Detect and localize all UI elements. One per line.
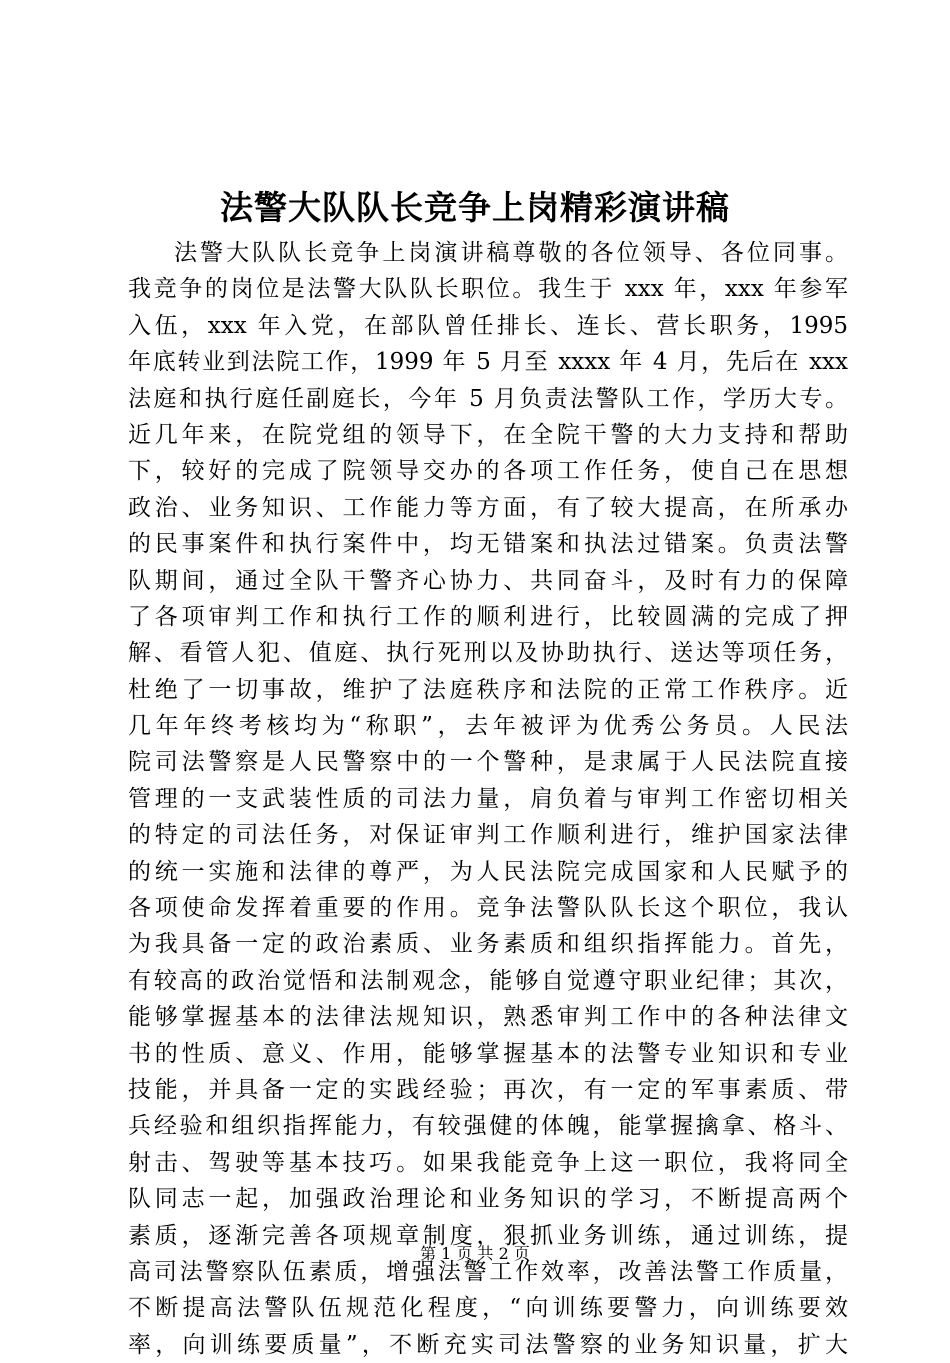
body-line: 的特定的司法任务，对保证审判工作顺利进行，维护国家法律 [128, 822, 848, 849]
body-line: 射击、驾驶等基本技巧。如果我能竞争上这一职位，我将同全 [128, 1149, 848, 1176]
body-line: 年底转业到法院工作，1999 年 5 月至 xxxx 年 4 月，先后在 xxx [128, 349, 848, 376]
body-line: 书的性质、意义、作用，能够掌握基本的法警专业知识和专业 [128, 1040, 848, 1067]
body-line: 入伍，xxx 年入党，在部队曾任排长、连长、营长职务，1995 [128, 312, 848, 339]
body-line: 的统一实施和法律的尊严，为人民法院完成国家和人民赋予的 [128, 858, 848, 885]
body-line: 管理的一支武装性质的司法力量，肩负着与审判工作密切相关 [128, 785, 848, 812]
body-line: 为我具备一定的政治素质、业务素质和组织指挥能力。首先， [128, 931, 848, 958]
body-line: 下，较好的完成了院领导交办的各项工作任务，使自己在思想 [128, 458, 848, 485]
body-line: 的民事案件和执行案件中，均无错案和执法过错案。负责法警 [128, 531, 848, 558]
body-line: 了各项审判工作和执行工作的顺利进行，比较圆满的完成了押 [128, 603, 848, 630]
body-line: 院司法警察是人民警察中的一个警种，是隶属于人民法院直接 [128, 749, 848, 776]
body-line: 高司法警察队伍素质，增强法警工作效率，改善法警工作质量， [128, 1258, 848, 1285]
body-line: 率，向训练要质量”，不断充实司法警察的业务知识量，扩大 [128, 1331, 848, 1358]
body-line: 素质，逐渐完善各项规章制度，狠抓业务训练，通过训练，提 [128, 1222, 848, 1249]
document-body [128, 235, 848, 1363]
body-line: 不断提高法警队伍规范化程度，“向训练要警力，向训练要效 [128, 1295, 848, 1322]
body-line: 政治、业务知识、工作能力等方面，有了较大提高，在所承办 [128, 494, 848, 521]
body-line: 技能，并具备一定的实践经验；再次，有一定的军事素质、带 [128, 1076, 848, 1103]
body-line: 队同志一起，加强政治理论和业务知识的学习，不断提高两个 [128, 1186, 848, 1213]
page-footer [0, 1243, 950, 1265]
body-line: 近几年来，在院党组的领导下，在全院干警的大力支持和帮助 [128, 421, 848, 448]
body-line: 解、看管人犯、值庭、执行死刑以及协助执行、送达等项任务， [128, 640, 848, 667]
body-line: 队期间，通过全队干警齐心协力、共同奋斗，及时有力的保障 [128, 567, 848, 594]
body-line: 杜绝了一切事故，维护了法庭秩序和法院的正常工作秩序。近 [128, 676, 848, 703]
body-line: 各项使命发挥着重要的作用。竞争法警队队长这个职位，我认 [128, 895, 848, 922]
document-title: 法警大队队长竞争上岗精彩演讲稿 [220, 188, 730, 227]
body-line: 能够掌握基本的法律法规知识，熟悉审判工作中的各种法律文 [128, 1004, 848, 1031]
body-line: 我竞争的岗位是法警大队队长职位。我生于 xxx 年，xxx 年参军 [128, 276, 848, 303]
body-line: 几年年终考核均为“称职”，去年被评为优秀公务员。人民法 [128, 713, 848, 740]
page-indicator: 第 1 页 共 2 页 [420, 1244, 530, 1263]
body-line: 有较高的政治觉悟和法制观念，能够自觉遵守职业纪律；其次， [128, 967, 848, 994]
body-line: 法庭和执行庭任副庭长，今年 5 月负责法警队工作，学历大专。 [128, 385, 848, 412]
body-line: 法警大队队长竞争上岗演讲稿尊敬的各位领导、各位同事。 [174, 240, 848, 266]
body-line: 兵经验和组织指挥能力，有较强健的体魄，能掌握擒拿、格斗、 [128, 1113, 848, 1140]
